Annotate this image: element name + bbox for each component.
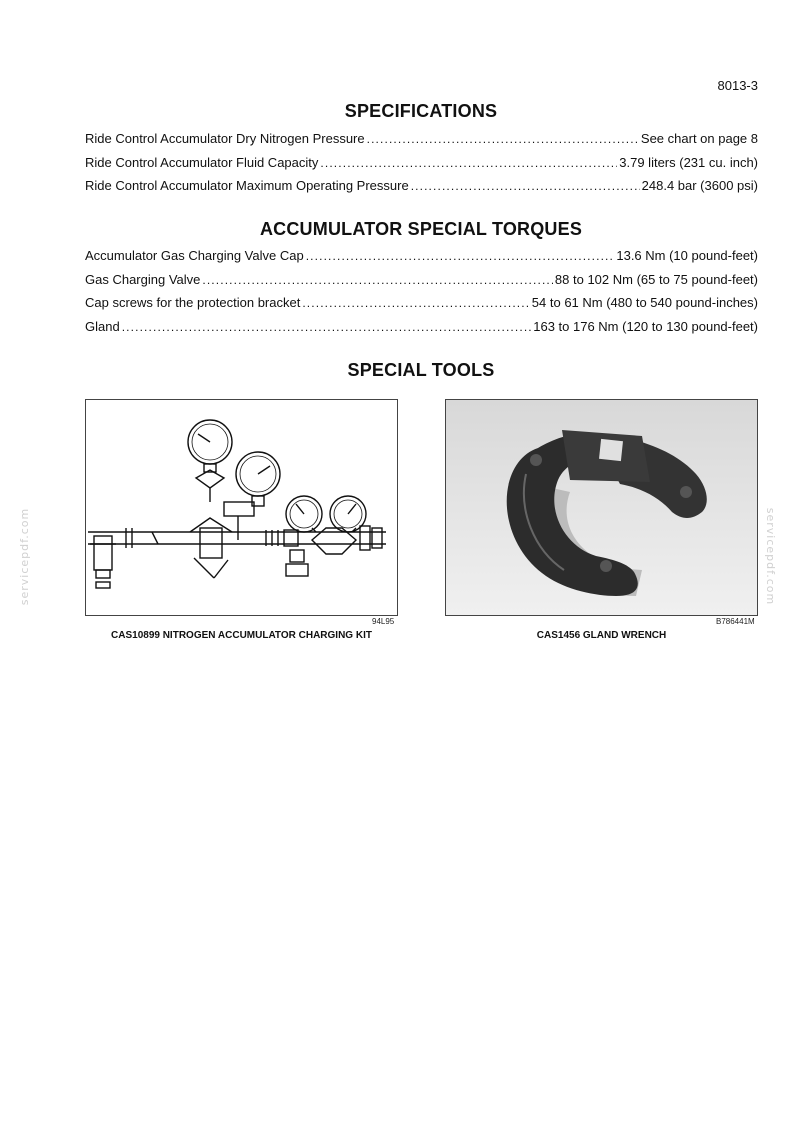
spec-value: See chart on page 8	[640, 131, 758, 146]
torque-row	[85, 318, 758, 342]
spec-row	[85, 177, 758, 201]
special-tools-heading: SPECIAL TOOLS	[347, 360, 495, 380]
torque-value: 13.6 Nm (10 pound-feet)	[616, 248, 758, 263]
torque-label: Gas Charging Valve	[85, 271, 201, 287]
dot-leader	[202, 271, 553, 289]
torque-value: 54 to 61 Nm (480 to 540 pound-inches)	[531, 295, 758, 310]
spec-row	[85, 130, 758, 154]
gland-wrench-illustration	[446, 400, 757, 615]
torque-label: Gland	[85, 318, 120, 334]
caption-gland-wrench: CAS1456 GLAND WRENCH	[536, 630, 667, 641]
torque-label: Cap screws for the protection bracket	[85, 295, 301, 310]
spec-label: Ride Control Accumulator Fluid Capacity	[85, 154, 319, 170]
watermark-left: servicepdf.com	[18, 507, 32, 606]
torque-row	[85, 271, 758, 295]
spec-label: Ride Control Accumulator Maximum Operating Pressure	[85, 178, 409, 193]
spec-value: 3.79 liters (231 cu. inch)	[619, 154, 758, 170]
dot-leader	[411, 177, 640, 195]
torque-value: 163 to 176 Nm (120 to 130 pound-feet)	[533, 318, 758, 334]
watermark-right: servicepdf.com	[764, 507, 778, 606]
charging-kit-figure	[85, 399, 398, 616]
spec-row	[85, 154, 758, 178]
charging-kit-illustration	[86, 400, 397, 615]
specifications-list	[85, 130, 758, 201]
specifications-heading: SPECIFICATIONS	[344, 101, 498, 121]
figure-code-left: 94L95	[372, 617, 395, 626]
dot-leader	[367, 130, 639, 148]
spec-label: Ride Control Accumulator Dry Nitrogen Pressure	[85, 131, 365, 146]
dot-leader	[302, 294, 529, 312]
torques-heading: ACCUMULATOR SPECIAL TORQUES	[259, 219, 583, 239]
page-number: 8013-3	[717, 78, 758, 93]
spec-value: 248.4 bar (3600 psi)	[641, 178, 758, 193]
torque-label: Accumulator Gas Charging Valve Cap	[85, 248, 304, 263]
caption-charging-kit: CAS10899 NITROGEN ACCUMULATOR CHARGING KIT	[111, 630, 372, 641]
torque-row	[85, 247, 758, 271]
dot-leader	[320, 154, 617, 172]
torque-row	[85, 294, 758, 318]
dot-leader	[122, 318, 532, 336]
torque-value: 88 to 102 Nm (65 to 75 pound-feet)	[554, 271, 758, 287]
gland-wrench-figure	[445, 399, 758, 616]
torques-list	[85, 247, 758, 341]
dot-leader	[306, 247, 615, 265]
figure-code-right: B786441M	[716, 617, 755, 626]
